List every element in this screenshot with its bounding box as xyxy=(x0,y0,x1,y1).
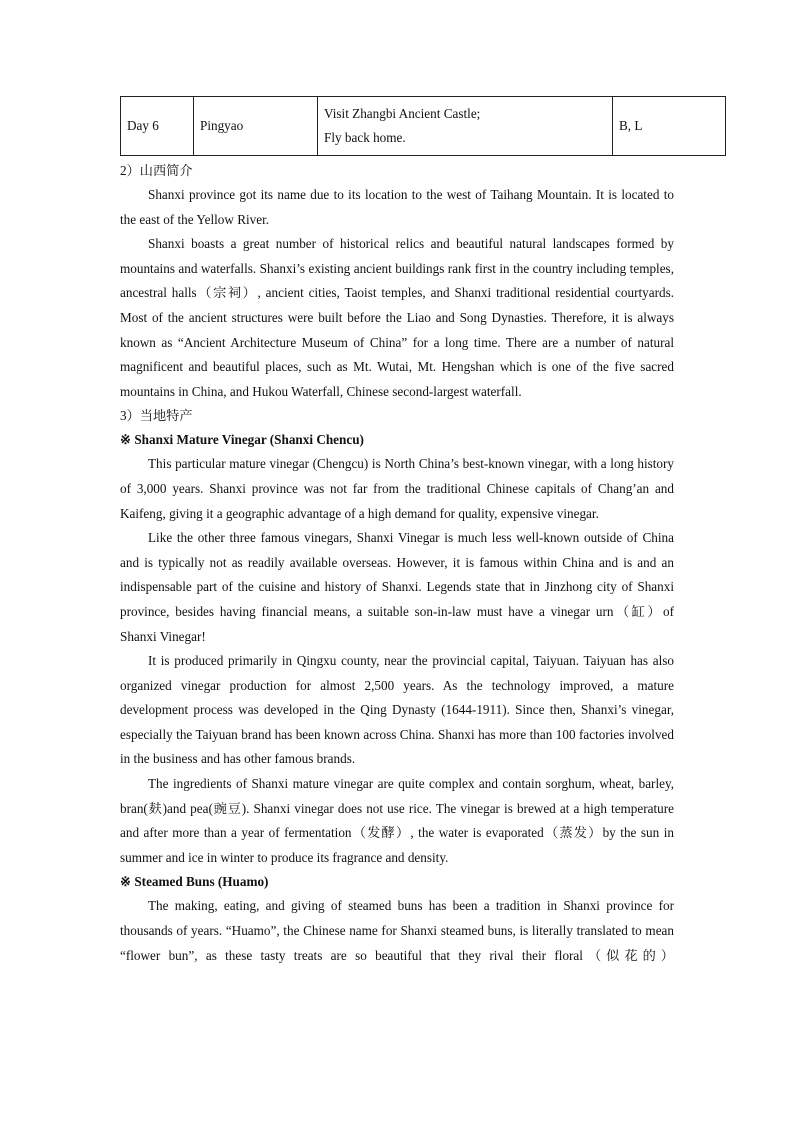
city-cell: Pingyao xyxy=(194,97,318,156)
activity-cell xyxy=(318,97,613,156)
activity-line: Visit Zhangbi Ancient Castle; xyxy=(324,106,481,121)
subheading-vinegar: ※ Shanxi Mature Vinegar (Shanxi Chencu) xyxy=(120,432,364,448)
paragraph: The ingredients of Shanxi mature vinegar are quite complex and contain sorghum, wheat, barley, bran(麸)and pea(豌豆). Shanxi vinegar does not use rice. The vinegar is brewed at a high temperature and after more than a year of fermentation（发酵）, the water is evaporated（蒸发）by the sun in summer and ice in winter to produce its fragrance and density. xyxy=(120,776,674,865)
document-page xyxy=(120,96,674,968)
meals-cell: B, L xyxy=(613,97,726,156)
paragraph: Shanxi boasts a great number of historical relics and beautiful natural landscapes formed by mountains and waterfalls. Shanxi’s existing ancient buildings rank first in the country including temples, ancestral halls（宗祠）, ancient cities, Taoist temples, and Shanxi traditional residential courtyards. Most of the ancient structures were built before the Liao and Song Dynasties. Therefore, it is always known as “Ancient Architecture Museum of China” for a long time. There are a number of natural magnificent and beautiful places, such as Mt. Wutai, Mt. Hengshan which is one of the five sacred mountains in China, and Hukou Waterfall, Chinese second-largest waterfall. xyxy=(120,236,674,399)
subheading-steamed-buns: ※ Steamed Buns (Huamo) xyxy=(120,874,269,890)
paragraph: Like the other three famous vinegars, Shanxi Vinegar is much less well-known outside of China and is typically not as readily available overseas. However, it is famous within China and is and an indispensable part of the cuisine and history of Shanxi. Legends state that in Jinzhong city of Shanxi province, besides having financial means, a suitable son-in-law must have a vinegar urn（缸）of Shanxi Vinegar! xyxy=(120,530,674,644)
day-cell: Day 6 xyxy=(121,97,194,156)
section-heading-specialties: 3）当地特产 xyxy=(120,408,193,424)
paragraph: The making, eating, and giving of steamed buns has been a tradition in Shanxi province for thousands of years. “Huamo”, the Chinese name for Shanxi steamed buns, is literally translated to mean “flower bun”, as these tasty treats are so beautiful that they rival their floral（似花的） xyxy=(120,898,674,963)
paragraph: It is produced primarily in Qingxu county, near the provincial capital, Taiyuan. Taiyuan has also organized vinegar production for almost 2,500 years. As the technology improved, a mature development process was developed in the Qing Dynasty (1644-1911). Since then, Shanxi’s vinegar, especially the Taiyuan brand has been known across China. Shanxi has more than 100 factories involved in the business and has other famous brands. xyxy=(120,653,674,767)
activity-line: Fly back home. xyxy=(324,130,406,145)
section-heading-intro: 2）山西简介 xyxy=(120,163,193,178)
paragraph: Shanxi province got its name due to its location to the west of Taihang Mountain. It is located to the east of the Yellow River. xyxy=(120,187,674,227)
table-row xyxy=(121,97,726,156)
document-body xyxy=(120,159,674,968)
itinerary-table xyxy=(120,96,726,156)
paragraph: This particular mature vinegar (Chengcu) is North China’s best-known vinegar, with a long history of 3,000 years. Shanxi province was not far from the traditional Chinese capitals of Chang’an and Kaifeng, giving it a geographic advantage of a high demand for quality, expensive vinegar. xyxy=(120,456,674,521)
